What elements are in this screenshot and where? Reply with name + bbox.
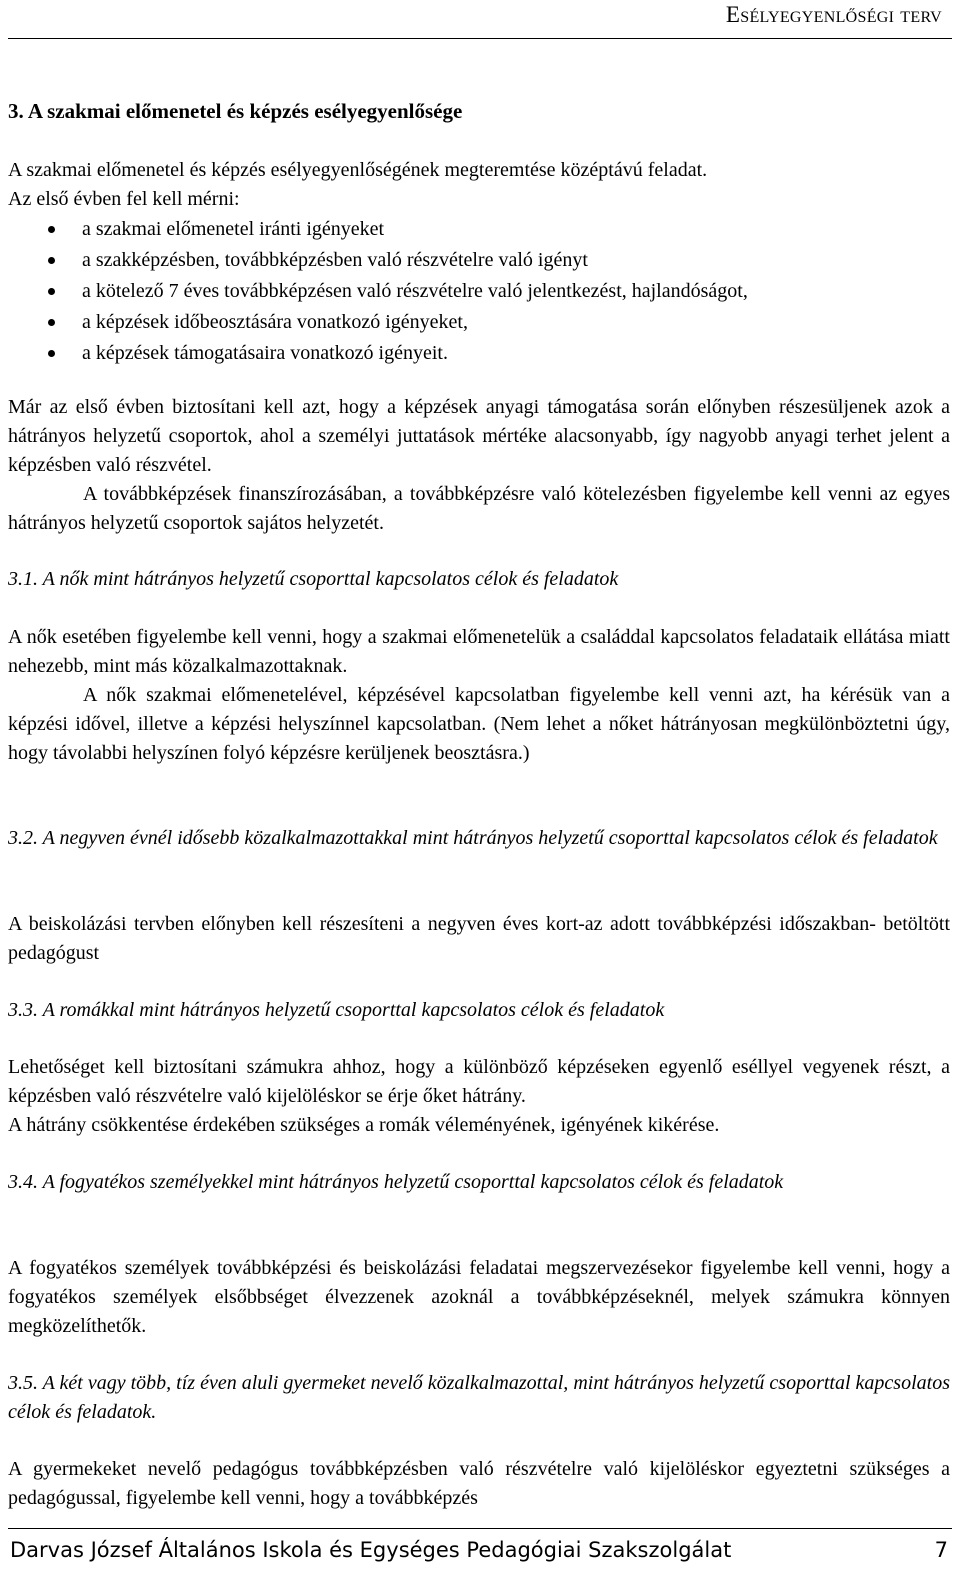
paragraph: Már az első évben biztosítani kell azt, hogy a képzések anyagi támogatása során előnyben részesüljenek azok a hátrányos helyzetű csoportok, ahol a személyi juttatások mértéke alacsonyabb, így nagyobb anyagi terhet jelent a képzésben való részvétel. — [8, 396, 950, 476]
paragraph: A hátrány csökkentése érdekében szükséges a romák véleményének, igényének kikérése. — [8, 1114, 720, 1136]
bullet-icon — [48, 257, 55, 264]
paragraph: A nők esetében figyelembe kell venni, hogy a szakmai előmenetelük a családdal kapcsolatos feladataik ellátása miatt nehezebb, mint más közalkalmazottaknak. — [8, 626, 950, 677]
page-header — [8, 0, 952, 39]
paragraph: A fogyatékos személyek továbbképzési és beiskolázási feladatai megszervezésekor figyelembe kell venni, hogy a fogyatékos személyek elsőbbséget élvezzenek azoknál a továbbképzéseknél, melyek számukra könnyen megközelíthetők. — [8, 1257, 950, 1337]
list-item: a kötelező 7 éves továbbképzésen való részvételre való jelentkezést, hajlandóságot, — [8, 276, 950, 307]
paragraph: A nők szakmai előmenetelével, képzésével kapcsolatban figyelembe kell venni azt, ha kérésük van a képzési idővel, illetve a képzési helyszínnel kapcsolatban. (Nem lehet a nőket hátrányosan megkülönböztetni úgy, hogy távolabbi helyszínen folyó képzésre kerüljenek beosztásra.) — [8, 684, 950, 764]
intro-line-1: A szakmai előmenetel és képzés esélyegyenlőségének megteremtése középtávú feladat. — [8, 159, 708, 181]
subsection-heading-3-2: 3.2. A negyven évnél idősebb közalkalmazottakkal mint hátrányos helyzetű csoporttal kapcsolatos célok és feladatok — [8, 827, 938, 849]
paragraph: A beiskolázási tervben előnyben kell részesíteni a negyven éves kort-az adott továbbképzési időszakban- betöltött pedagógust — [8, 913, 950, 964]
bullet-icon — [48, 319, 55, 326]
subsection-heading-3-5: 3.5. A két vagy több, tíz éven aluli gyermeket nevelő közalkalmazottal, mint hátrányos helyzetű csoporttal kapcsolatos célok és feladatok. — [8, 1372, 950, 1423]
paragraph: Lehetőséget kell biztosítani számukra ahhoz, hogy a különböző képzéseken egyenlő eséllyel vegyenek részt, a képzésben való részvételre való kijelöléskor se érje őket hátrány. — [8, 1056, 950, 1107]
list-item: a szakmai előmenetel iránti igényeket — [8, 214, 950, 245]
subsection-heading-3-4: 3.4. A fogyatékos személyekkel mint hátrányos helyzetű csoporttal kapcsolatos célok és feladatok — [8, 1171, 784, 1193]
list-item: a képzések időbeosztására vonatkozó igényeket, — [8, 307, 950, 338]
list-item: a szakképzésben, továbbképzésben való részvételre való igényt — [8, 245, 950, 276]
bullet-icon — [48, 350, 55, 357]
header-title: Esélyegyenlőségi terv — [725, 2, 942, 27]
needs-bullet-list — [8, 214, 950, 369]
subsection-heading-3-3: 3.3. A romákkal mint hátrányos helyzetű csoporttal kapcsolatos célok és feladatok — [8, 999, 665, 1021]
paragraph: A gyermekeket nevelő pedagógus továbbképzésben való részvételre való kijelöléskor egyeztetni szükséges a pedagógussal, figyelembe kell venni, hogy a továbbképzés — [8, 1458, 950, 1509]
paragraph: A továbbképzések finanszírozásában, a továbbképzésre való kötelezésben figyelembe kell venni az egyes hátrányos helyzetű csoportok sajátos helyzetét. — [8, 483, 950, 534]
bullet-icon — [48, 226, 55, 233]
subsection-heading-3-1: 3.1. A nők mint hátrányos helyzetű csoporttal kapcsolatos célok és feladatok — [8, 568, 619, 590]
page-number: 7 — [934, 1538, 948, 1562]
intro-line-2: Az első évben fel kell mérni: — [8, 188, 240, 210]
page-footer — [8, 1528, 952, 1579]
footer-institution: Darvas József Általános Iskola és Egységes Pedagógiai Szakszolgálat — [10, 1538, 732, 1562]
bullet-icon — [48, 288, 55, 295]
section-heading: 3. A szakmai előmenetel és képzés esélyegyenlősége — [8, 99, 463, 123]
list-item: a képzések támogatásaira vonatkozó igényeit. — [8, 338, 950, 369]
